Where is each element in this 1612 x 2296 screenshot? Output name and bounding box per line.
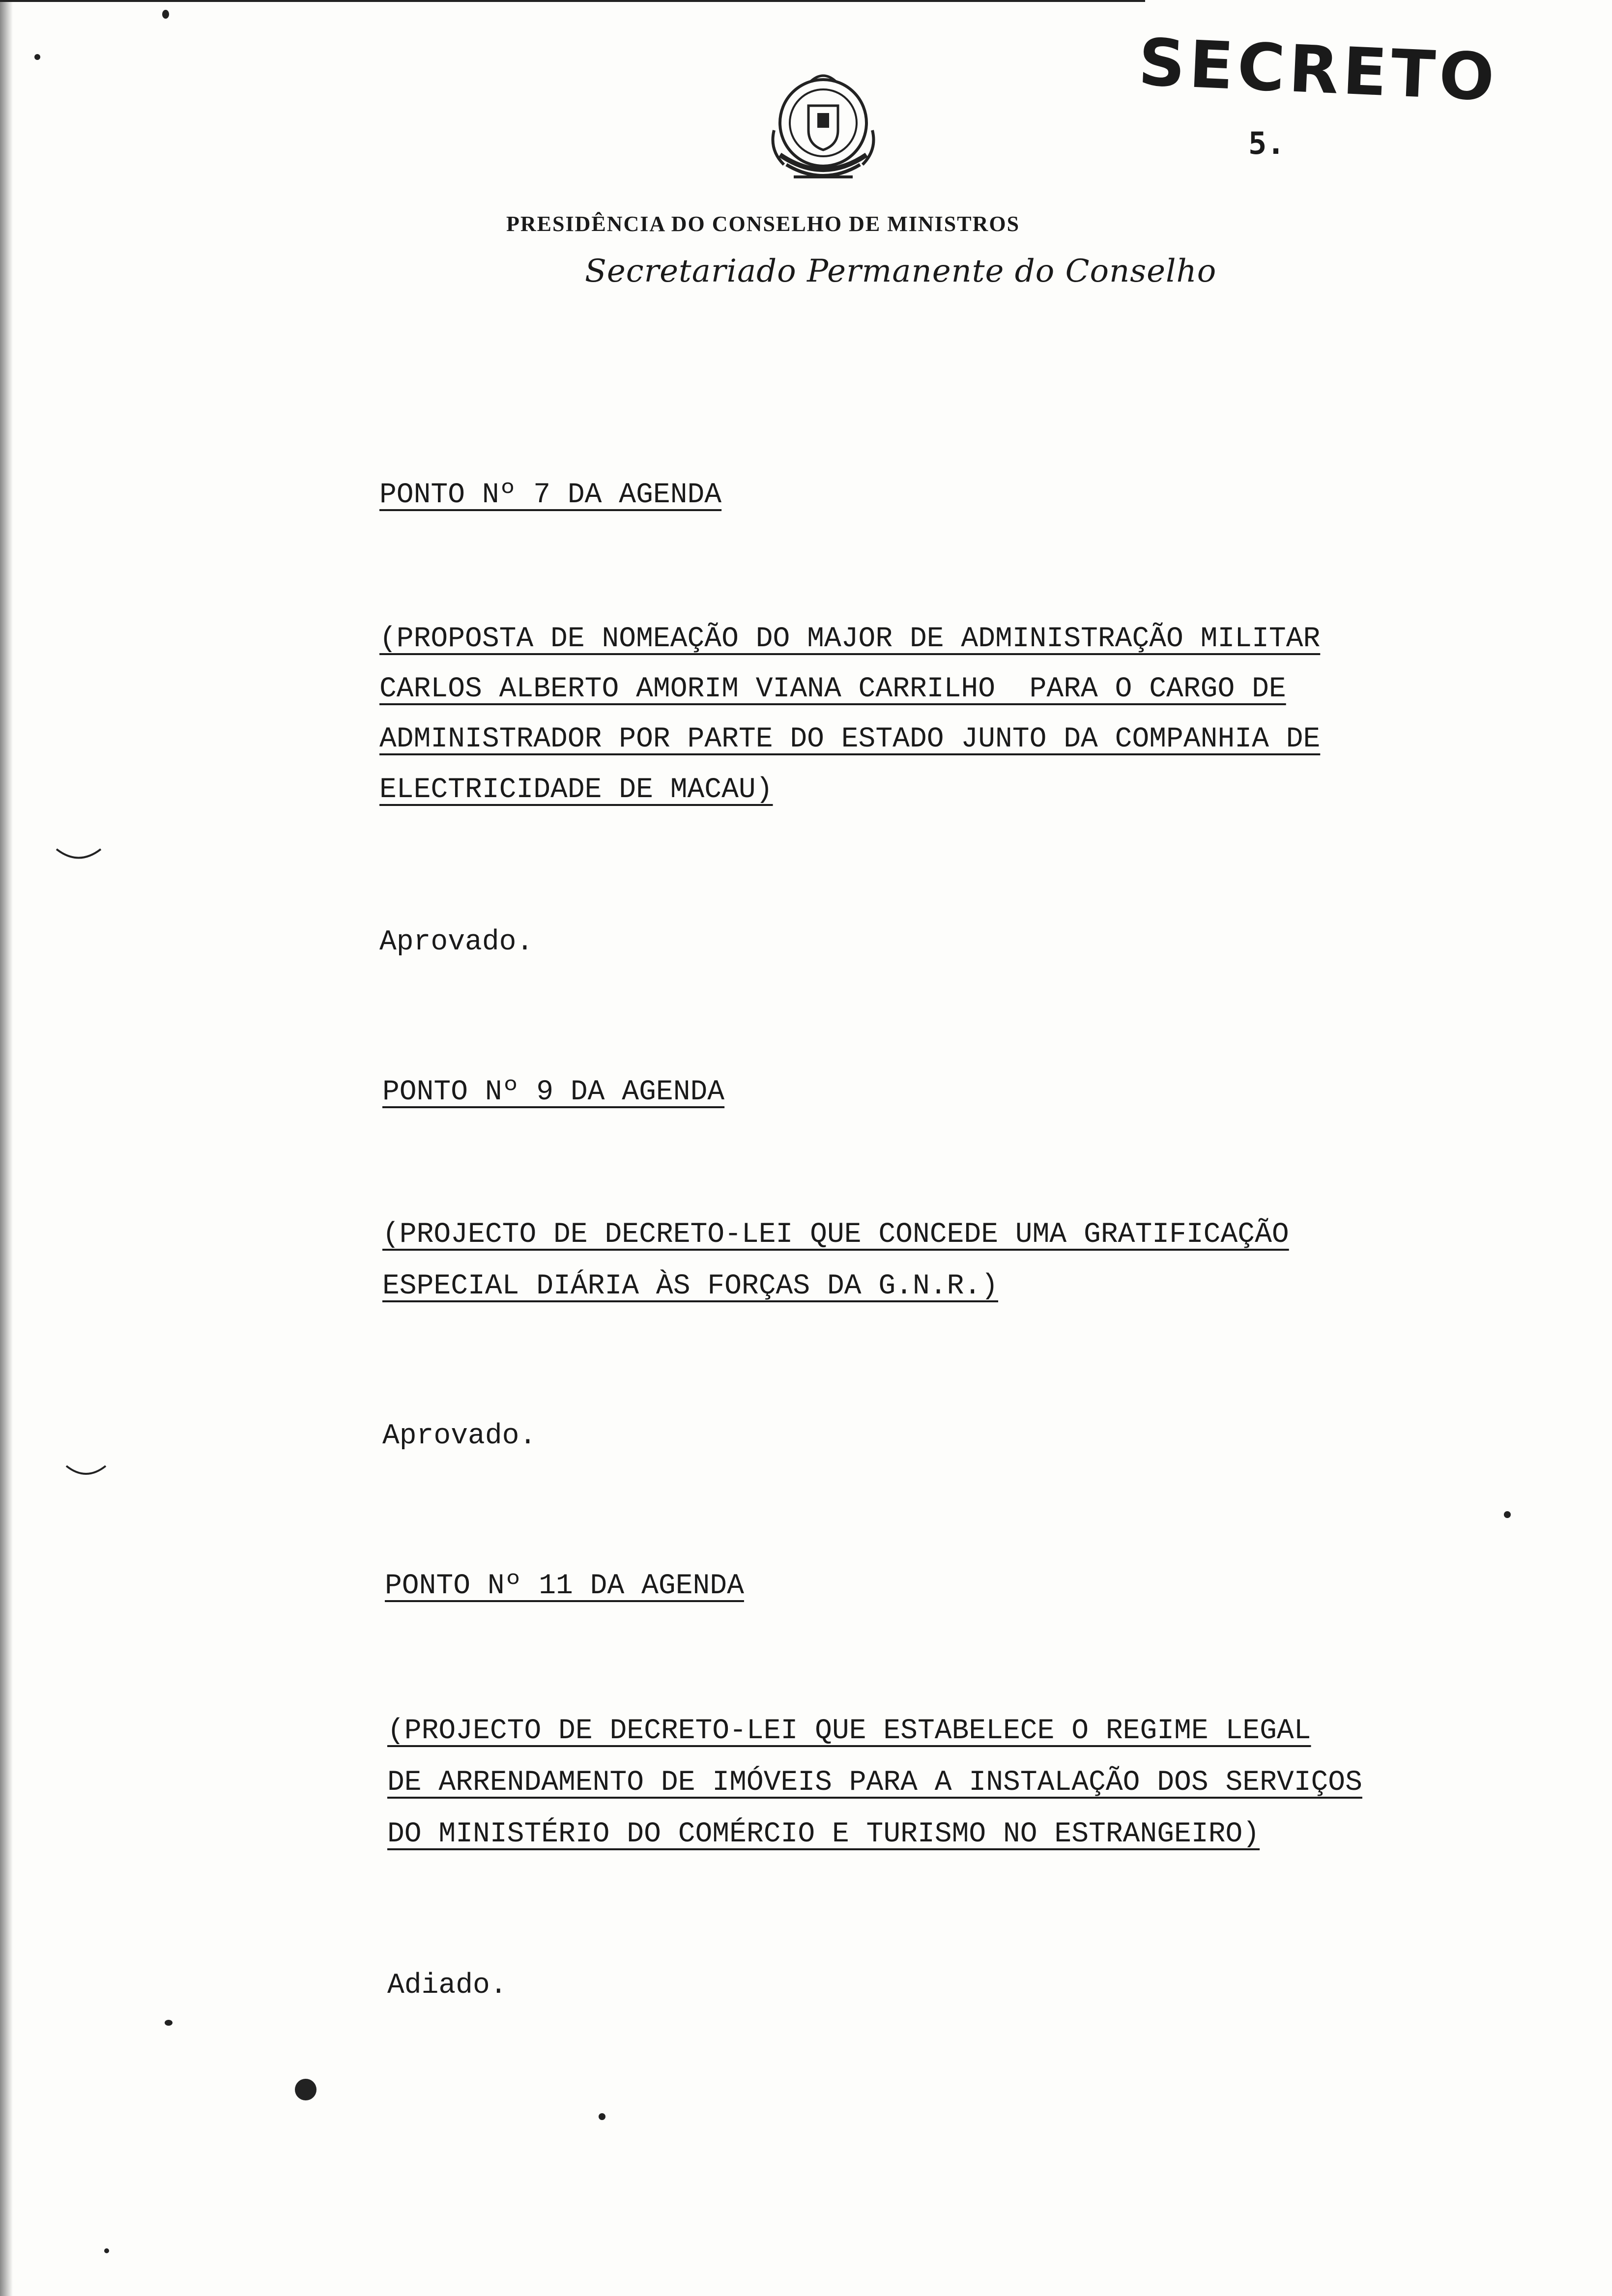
scan-mark bbox=[54, 845, 103, 865]
header-secretariat: Secretariado Permanente do Conselho bbox=[585, 253, 1217, 289]
agenda-item-title: PONTO Nº 7 DA AGENDA bbox=[379, 479, 722, 511]
scan-speck bbox=[34, 54, 40, 60]
scan-speck bbox=[165, 2020, 173, 2026]
agenda-item-line: (PROJECTO DE DECRETO-LEI QUE ESTABELECE O REGIME LEGAL bbox=[387, 1715, 1311, 1747]
agenda-item-title: PONTO Nº 9 DA AGENDA bbox=[382, 1076, 725, 1108]
scan-speck bbox=[162, 10, 169, 19]
agenda-item-line: DE ARRENDAMENTO DE IMÓVEIS PARA A INSTALAÇÃO DOS SERVIÇOS bbox=[387, 1767, 1362, 1799]
agenda-item-line: ESPECIAL DIÁRIA ÀS FORÇAS DA G.N.R.) bbox=[382, 1270, 999, 1302]
agenda-item-line: CARLOS ALBERTO AMORIM VIANA CARRILHO PARA O CARGO DE bbox=[379, 673, 1286, 705]
scan-left-edge bbox=[0, 0, 13, 2296]
header-organization: PRESIDÊNCIA DO CONSELHO DE MINISTROS bbox=[506, 212, 1020, 236]
agenda-item-line: DO MINISTÉRIO DO COMÉRCIO E TURISMO NO ESTRANGEIRO) bbox=[387, 1818, 1260, 1850]
agenda-item-result: Aprovado. bbox=[379, 926, 534, 958]
agenda-item-line: (PROPOSTA DE NOMEAÇÃO DO MAJOR DE ADMINISTRAÇÃO MILITAR bbox=[379, 623, 1321, 655]
agenda-item-line: (PROJECTO DE DECRETO-LEI QUE CONCEDE UMA GRATIFICAÇÃO bbox=[382, 1219, 1289, 1251]
scan-speck bbox=[295, 2079, 317, 2100]
coat-of-arms-icon bbox=[764, 71, 882, 199]
agenda-item-title: PONTO Nº 11 DA AGENDA bbox=[385, 1570, 744, 1602]
agenda-item-result: Adiado. bbox=[387, 1970, 507, 2002]
page-number: 5. bbox=[1248, 125, 1285, 161]
scan-speck bbox=[104, 2248, 109, 2253]
scan-speck bbox=[1504, 1511, 1511, 1518]
agenda-item-result: Aprovado. bbox=[382, 1420, 537, 1452]
secret-stamp: SECRETO bbox=[1137, 25, 1500, 116]
scan-top-edge bbox=[0, 0, 1145, 2]
agenda-item-line: ADMINISTRADOR POR PARTE DO ESTADO JUNTO DA COMPANHIA DE bbox=[379, 723, 1321, 755]
agenda-item-line: ELECTRICIDADE DE MACAU) bbox=[379, 774, 773, 806]
scan-speck bbox=[599, 2113, 605, 2120]
scan-mark bbox=[64, 1462, 108, 1482]
